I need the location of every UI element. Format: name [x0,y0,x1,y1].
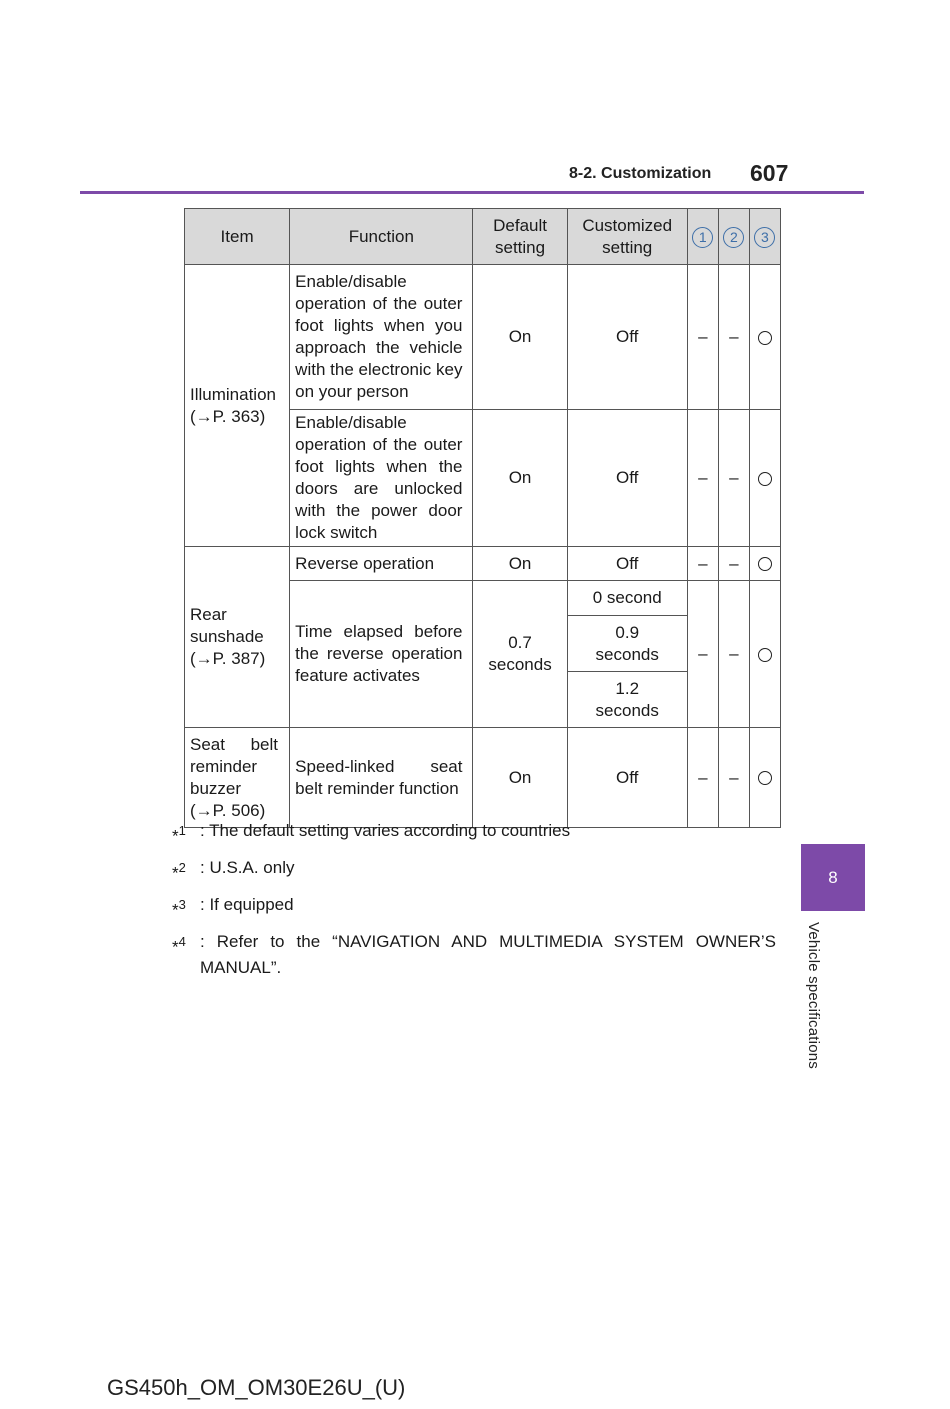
item-seat-belt [185,728,290,828]
item-sunshade-line2: sunshade [190,627,264,646]
footnote-marker: *$^1$ [172,823,186,846]
header-function: Function [290,209,473,265]
page-number: 607 [750,160,789,186]
default-value: On [473,265,567,410]
chapter-tab: 8 [801,844,865,911]
custom-option-line2: seconds [595,700,659,720]
item-sunshade-ref: (→P. 387) [190,649,266,668]
header-default-line1: Default [493,215,547,235]
function-cell: Enable/disable operation of the outer foot lights when you approach the vehicle with the electronic key on your person [290,265,473,410]
dash-mark: – [687,265,718,410]
custom-option-line1: 0.9 [615,622,640,642]
default-value: On [473,410,567,547]
function-cell: Enable/disable operation of the outer foot lights when the doors are unlocked with the power door lock switch [290,410,473,547]
custom-option-line1: 1.2 [615,678,640,698]
custom-value: Off [567,410,687,547]
header-rule [80,191,864,194]
section-title: 8-2. Customization [569,165,712,182]
circled-1-icon: 1 [692,227,713,248]
header-default-setting [473,209,567,265]
footnote-marker: *$^2$ [172,860,186,883]
circle-icon [758,648,772,662]
circled-3-icon: 3 [754,227,775,248]
footnote-marker: *$^3$ [172,897,186,920]
circle-icon [758,771,772,785]
table-row [185,547,781,581]
footnote [172,818,776,844]
function-cell: Reverse operation [290,547,473,581]
function-cell: Time elapsed before the reverse operation feature activates [290,581,473,728]
item-seat-belt-ref: (→P. 506) [190,800,266,820]
circle-mark [749,581,780,728]
custom-value: Off [567,728,687,828]
default-value-line1: 0.7 [508,633,532,652]
custom-value: Off [567,547,687,581]
footnote-text: : If equipped [200,895,294,914]
default-value: On [473,728,567,828]
custom-value: Off [567,265,687,410]
footnotes [172,818,776,992]
dash-mark: – [718,410,749,547]
circle-mark [749,410,780,547]
circle-mark [749,265,780,410]
footnote-text: : U.S.A. only [200,858,295,877]
circle-mark [749,728,780,828]
header-customized-setting [567,209,687,265]
header-default-line2: setting [495,237,546,257]
header-custom-line2: setting [602,237,653,257]
function-cell: Speed-linked seat belt reminder function [290,728,473,828]
circled-2-icon: 2 [723,227,744,248]
dash-mark: – [687,581,718,728]
custom-option: 0 second [567,581,687,616]
item-illumination [185,265,290,547]
document-id: GS450h_OM_OM30E26U_(U) [107,1375,406,1400]
custom-option-line2: seconds [595,644,659,664]
table-row [185,728,781,828]
footnote-text: : Refer to the “NAVIGATION AND MULTIMEDIA SYSTEM OWNER’S MANUAL”. [200,932,776,977]
header-custom-line1: Customized [582,215,673,235]
dash-mark: – [718,581,749,728]
footnote-text: : The default setting varies according to countries [200,821,571,840]
default-value-line2: seconds [488,655,552,674]
footnote [172,855,776,881]
default-value: On [473,547,567,581]
circle-icon [758,331,772,345]
default-value [473,581,567,728]
chapter-title: Vehicle specifications [805,922,822,1069]
header-col-3 [749,209,780,265]
circle-icon [758,557,772,571]
custom-option [567,672,687,728]
custom-option [567,616,687,672]
dash-mark: – [718,265,749,410]
dash-mark: – [687,728,718,828]
table-row [185,265,781,410]
customization-table [184,208,781,828]
item-sunshade-line1: Rear [190,605,227,624]
item-illumination-ref: (→P. 363) [190,406,266,426]
footnote-marker: *$^4$ [172,934,186,957]
circle-mark [749,547,780,581]
item-seat-belt-name: Seat belt reminder buzzer [190,734,278,798]
circle-icon [758,472,772,486]
footnote [172,929,776,981]
header-col-1 [687,209,718,265]
table-header-row [185,209,781,265]
item-rear-sunshade [185,547,290,728]
dash-mark: – [687,410,718,547]
item-illumination-name: Illumination [190,384,276,404]
footnote [172,892,776,918]
header-item: Item [185,209,290,265]
dash-mark: – [718,728,749,828]
header-col-2 [718,209,749,265]
dash-mark: – [718,547,749,581]
dash-mark: – [687,547,718,581]
